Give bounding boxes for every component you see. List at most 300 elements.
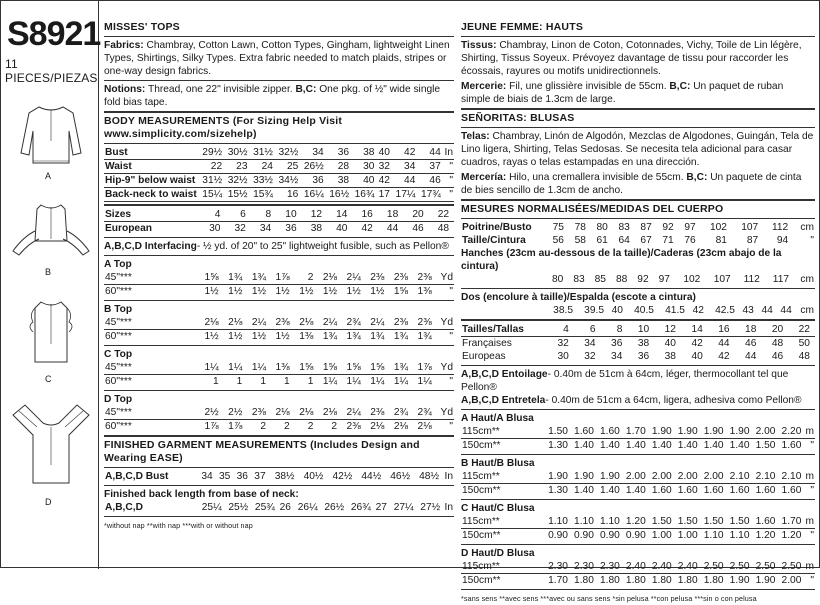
table-cell: 107 — [741, 222, 759, 233]
table-cell: 36 — [236, 471, 248, 482]
metric-yardage-table — [461, 560, 815, 587]
dos-row — [461, 304, 815, 317]
row-label: 60"*** — [105, 376, 132, 387]
table-cell: 1.40 — [703, 440, 724, 451]
table-cell: 1⅝ — [291, 361, 315, 375]
table-cell: 2.30 — [543, 560, 569, 574]
table-cell: 1.20 — [621, 515, 647, 529]
row-label: Sizes — [104, 208, 196, 222]
back-length-row — [104, 501, 454, 514]
table-cell: 2⅛ — [393, 421, 409, 432]
view-label-d: D — [45, 497, 52, 507]
table-cell: 30 — [209, 223, 221, 234]
table-cell: 2¼ — [362, 316, 386, 330]
table-cell: 2¼ — [314, 316, 338, 330]
table-cell: 1½ — [251, 331, 267, 342]
table-cell: 1¾ — [417, 331, 432, 342]
yardage-row — [104, 375, 454, 389]
table-cell: 97 — [684, 222, 696, 233]
table-cell: 32 — [557, 338, 569, 349]
table-cell: 1.40 — [677, 440, 698, 451]
yardage-table — [104, 271, 454, 298]
european-sizes-row — [104, 222, 454, 236]
table-cell: 1.80 — [651, 575, 672, 586]
table-cell: 15½ — [223, 188, 248, 202]
left-column — [1, 1, 99, 569]
unit-cell: " — [810, 235, 814, 246]
table-cell: 2⅜ — [243, 406, 267, 420]
table-cell: 38 — [637, 338, 650, 349]
table-cell: 1.10 — [703, 530, 724, 541]
table-cell: 36 — [299, 174, 324, 188]
table-cell: 1.80 — [574, 575, 594, 586]
table-cell: 32½ — [274, 146, 299, 160]
table-cell: 1.00 — [651, 530, 672, 541]
yardage-row — [104, 330, 454, 344]
table-cell: 44 — [780, 305, 792, 316]
table-cell: 38 — [310, 223, 323, 234]
table-cell: 1 — [307, 376, 314, 387]
view-label-b: B — [45, 267, 52, 277]
table-cell: 26½ — [324, 502, 345, 513]
view-d-illustration — [9, 401, 93, 511]
unit-cell: " — [449, 286, 453, 297]
sizes-row — [104, 208, 454, 222]
table-cell: 34 — [391, 160, 416, 174]
tailles-row — [461, 323, 815, 337]
table-cell: 46 — [771, 351, 784, 362]
body-measurement-row — [104, 188, 454, 202]
table-cell: 1.70 — [776, 515, 802, 529]
table-cell: 8 — [597, 323, 624, 337]
row-label: 150cm** — [462, 575, 501, 586]
table-cell: 42 — [718, 351, 730, 362]
table-cell: 16¼ — [299, 188, 324, 202]
table-cell: 44 — [391, 174, 416, 188]
unit-cell: m — [802, 515, 815, 529]
table-cell: 2⅜ — [362, 406, 386, 420]
table-cell: 26¾ — [350, 502, 371, 513]
yardage-view-head: A Top — [104, 259, 132, 270]
table-cell: 2¼ — [338, 271, 362, 285]
table-cell: 38.5 — [553, 305, 573, 316]
table-cell: 1½ — [204, 331, 219, 342]
table-cell: 26½ — [299, 160, 324, 174]
table-cell: 44 — [745, 351, 757, 362]
table-cell: 2¼ — [338, 406, 362, 420]
table-cell: 1.70 — [548, 575, 568, 586]
table-cell: 17¾ — [416, 188, 441, 202]
table-cell: 30½ — [223, 146, 248, 160]
table-cell: 6 — [221, 208, 246, 222]
table-cell: 34 — [299, 146, 324, 160]
table-cell: 1½ — [370, 286, 385, 297]
row-label: 150cm** — [462, 530, 501, 541]
row-label: Europeas — [462, 351, 506, 362]
english-title: MISSES' TOPS — [104, 21, 180, 33]
table-cell: 1.80 — [599, 575, 620, 586]
view-label-c: C — [45, 374, 52, 384]
table-cell: 1.90 — [543, 470, 569, 484]
table-cell: 94 — [776, 235, 789, 246]
table-cell: 1⅞ — [204, 421, 219, 432]
table-cell: 76 — [684, 235, 696, 246]
table-cell: 44 — [718, 338, 730, 349]
unit-cell: " — [442, 160, 454, 174]
table-cell: 2⅛ — [417, 421, 432, 432]
table-cell: 4 — [543, 323, 570, 337]
table-cell: 1¼ — [196, 361, 220, 375]
table-cell: 18 — [731, 323, 758, 337]
table-cell: 1.40 — [574, 440, 594, 451]
table-cell: 97 — [658, 274, 670, 285]
table-cell: 2.00 — [621, 470, 647, 484]
unit-cell: cm — [800, 305, 814, 316]
table-cell: 40 — [375, 146, 391, 160]
table-cell: 42 — [375, 174, 391, 188]
unit-cell: In — [442, 146, 454, 160]
metric-yardage-row — [461, 574, 815, 588]
table-cell: 16 — [274, 188, 299, 202]
metric-body-table — [461, 221, 815, 247]
unit-cell: m — [802, 560, 815, 574]
table-cell: 34½ — [274, 174, 299, 188]
row-label: Hip-9" below waist — [104, 174, 198, 188]
table-cell: 2.30 — [569, 560, 595, 574]
table-cell: 2¼ — [243, 316, 267, 330]
table-cell: 67 — [640, 235, 652, 246]
table-cell: 40 — [664, 338, 676, 349]
table-cell: 112 — [771, 222, 789, 233]
table-cell: 40 — [336, 223, 348, 234]
table-cell: 2.00 — [751, 425, 777, 439]
metric-sizes-table — [461, 323, 815, 363]
table-cell: 61 — [596, 235, 608, 246]
table-cell: 1.40 — [625, 485, 646, 496]
table-cell: 32 — [375, 160, 391, 174]
table-cell: 16 — [348, 208, 373, 222]
table-cell: 1.90 — [755, 575, 776, 586]
table-cell: 83 — [618, 222, 630, 233]
metric-yardage-row — [461, 529, 815, 543]
table-cell: 23 — [223, 160, 248, 174]
table-cell: 1¼ — [322, 376, 338, 387]
table-cell: 88 — [615, 274, 628, 285]
table-cell: 26 — [279, 502, 291, 513]
table-cell: 0.90 — [574, 530, 594, 541]
table-cell: 1.60 — [569, 425, 595, 439]
row-label: 60"*** — [105, 421, 132, 432]
unit-cell: cm — [800, 274, 814, 285]
table-cell: 1⅞ — [228, 421, 243, 432]
table-cell: 2.00 — [699, 470, 725, 484]
unit-cell: " — [810, 575, 814, 586]
yardage-view-head: B Top — [104, 304, 133, 315]
yardage-row — [104, 271, 454, 285]
unit-cell: cm — [800, 222, 814, 233]
table-cell: 48 — [771, 338, 784, 349]
table-cell: 1.60 — [755, 485, 776, 496]
metric-yardage-row — [461, 470, 815, 484]
table-cell: 50 — [798, 338, 810, 349]
table-cell: 2¾ — [338, 316, 362, 330]
yardage-row — [104, 420, 454, 434]
row-label: A,B,C,D — [105, 502, 143, 513]
table-cell: 71 — [662, 235, 674, 246]
table-cell: 1½ — [322, 286, 338, 297]
table-cell: 2.50 — [776, 560, 802, 574]
table-cell: 42 — [391, 146, 416, 160]
table-cell: 20 — [757, 323, 784, 337]
table-cell: 1¼ — [346, 376, 361, 387]
unit-cell: In — [444, 471, 453, 482]
table-cell: 117 — [772, 274, 790, 285]
table-cell: 25¾ — [254, 502, 275, 513]
merceria-paragraph: Mercería: Hilo, una cremallera invisible de 55cm. B,C: Un paquete de cinta de bies sencillo de 1.3cm de ancho. — [461, 172, 802, 196]
table-cell: 1.90 — [699, 425, 725, 439]
table-cell: 41.5 — [665, 305, 685, 316]
table-cell: 2.00 — [673, 470, 699, 484]
body-measurements-head: BODY MEASUREMENTS (For Sizing Help Visit www.simplicity.com/sizehelp) — [104, 115, 343, 140]
unit-cell — [450, 222, 454, 236]
row-label: 115cm** — [461, 470, 543, 484]
hanches-table — [461, 273, 815, 286]
row-label: 45"*** — [104, 316, 196, 330]
table-cell: 1.20 — [781, 530, 802, 541]
table-cell: 1⅜ — [299, 331, 314, 342]
sizes-table — [104, 208, 454, 235]
table-cell: 17¼ — [391, 188, 416, 202]
finished-measurements-head: FINISHED GARMENT MEASUREMENTS (Includes Design and Wearing EASE) — [104, 439, 420, 464]
table-cell: 27 — [375, 502, 387, 513]
table-cell: 1.30 — [548, 485, 568, 496]
table-cell: 38 — [325, 174, 350, 188]
table-cell: 2.50 — [751, 560, 777, 574]
table-cell: 39.5 — [584, 305, 604, 316]
table-cell: 2 — [307, 421, 314, 432]
entoilage-line: A,B,C,D Entoilage- 0.40m de 51cm à 64cm, léger, thermocollant tel que Pellon® — [461, 369, 789, 393]
table-cell: 42.5 — [715, 305, 735, 316]
table-cell: 1.90 — [729, 575, 750, 586]
table-cell: 2⅛ — [291, 316, 315, 330]
table-cell: 1¼ — [370, 376, 385, 387]
table-cell: 1⅜ — [417, 286, 432, 297]
unit-cell: " — [810, 440, 814, 451]
table-cell: 2.40 — [647, 560, 673, 574]
metric-yardage-row — [461, 425, 815, 439]
table-cell: 24 — [249, 160, 274, 174]
metric-head: MESURES NORMALISÉES/MEDIDAS DEL CUERPO — [461, 203, 724, 215]
table-cell: 46 — [745, 338, 757, 349]
table-cell: 2⅛ — [267, 406, 291, 420]
row-label: 60"*** — [105, 331, 132, 342]
table-cell: 2 — [260, 421, 267, 432]
table-cell: 1⅝ — [393, 286, 409, 297]
english-yardage — [104, 258, 454, 433]
table-cell: 8 — [247, 208, 272, 222]
yardage-table — [104, 361, 454, 388]
table-cell: 56 — [552, 235, 564, 246]
table-cell: 42 — [691, 338, 703, 349]
metric-yardage-row — [461, 560, 815, 574]
row-label: Poitrine/Busto — [462, 222, 532, 233]
table-cell: 42 — [361, 223, 373, 234]
table-cell: 1.60 — [677, 485, 698, 496]
table-cell: 1.50 — [647, 515, 673, 529]
table-cell: 1.80 — [677, 575, 698, 586]
table-cell: 1.00 — [677, 530, 698, 541]
unit-cell: " — [810, 485, 814, 496]
row-label: Françaises — [462, 338, 512, 349]
metric-yardage-table — [461, 470, 815, 497]
table-cell: 2.40 — [673, 560, 699, 574]
unit-cell — [811, 323, 815, 337]
table-cell: 37 — [416, 160, 441, 174]
table-cell: 83 — [573, 274, 585, 285]
table-cell: 40½ — [303, 471, 324, 482]
table-cell: 2¾ — [409, 406, 433, 420]
yardage-row — [104, 316, 454, 330]
row-label: 115cm** — [461, 425, 543, 439]
table-cell: 10 — [623, 323, 650, 337]
table-cell: 32½ — [223, 174, 248, 188]
yardage-row — [104, 406, 454, 420]
yardage-row — [104, 361, 454, 375]
table-cell: 2¾ — [385, 406, 409, 420]
tissus-paragraph: Tissus: Chambray, Linon de Coton, Cotonnades, Vichy, Toile de Lin légère, Shirting, Tissus Soyeux. Prévoyez davantage de tissu pour raccorder les écossais, rayures ou motifs unidirectionnels. — [461, 40, 802, 77]
table-cell: 1¾ — [385, 361, 409, 375]
table-cell: 32 — [584, 351, 596, 362]
table-cell: 36 — [325, 146, 350, 160]
table-cell: 92 — [662, 222, 674, 233]
unit-cell: Yd — [433, 271, 454, 285]
table-cell: 1.50 — [673, 515, 699, 529]
table-cell: 75 — [552, 222, 564, 233]
table-cell: 44 — [416, 146, 441, 160]
table-cell: 1.80 — [703, 575, 724, 586]
table-cell: 27½ — [420, 502, 441, 513]
table-cell: 1¼ — [220, 361, 244, 375]
table-cell: 1⅝ — [196, 271, 220, 285]
unit-cell: In — [444, 502, 453, 513]
francaises-row — [461, 337, 815, 351]
table-cell: 2⅜ — [385, 271, 409, 285]
table-cell: 40.5 — [634, 305, 654, 316]
table-cell: 1¾ — [322, 331, 338, 342]
fabrics-paragraph: Fabrics: Chambray, Cotton Lawn, Cotton Types, Gingham, lightweight Linen Types, Shirtings, Silky Types. Extra fabric needed to match plaids, stripes or one-way design fabrics. — [104, 40, 450, 77]
table-cell: 0.90 — [625, 530, 646, 541]
entretela-line: A,B,C,D Entretela- 0.40m de 51cm a 64cm, ligera, adhesiva como Pellon® — [461, 395, 802, 406]
table-cell: 10 — [272, 208, 297, 222]
table-cell: 2⅜ — [409, 316, 433, 330]
table-cell: 78 — [574, 222, 586, 233]
table-cell: 40 — [350, 174, 375, 188]
row-label — [461, 273, 543, 286]
table-cell: 20 — [399, 208, 424, 222]
unit-cell: " — [449, 376, 453, 387]
table-cell: 25 — [274, 160, 299, 174]
notions-paragraph: Notions: Thread, one 22" invisible zipper. B,C: One pkg. of ½" wide single fold bias tape. — [104, 84, 441, 108]
telas-paragraph: Telas: Chambray, Linón de Algodón, Mezclas de Algodones, Guingán, Tela de Lino ligera, Shirting, Telas Sedosas. Se necesita tela adicional para casar cuadros, rayas o telas estampadas en una dirección. — [461, 131, 814, 168]
table-cell: 2⅛ — [314, 271, 338, 285]
table-cell: 30 — [557, 351, 569, 362]
table-cell: 6 — [570, 323, 597, 337]
table-cell: 48 — [437, 223, 450, 234]
table-cell: 44½ — [361, 471, 382, 482]
top-a-sketch-icon — [9, 101, 93, 171]
unit-cell: " — [442, 174, 454, 188]
table-cell: 28 — [325, 160, 350, 174]
table-cell: 80 — [596, 222, 608, 233]
table-cell: 0.90 — [548, 530, 568, 541]
table-cell: 1½ — [275, 331, 290, 342]
table-cell: 34 — [611, 351, 623, 362]
table-cell: 1¼ — [243, 361, 267, 375]
table-cell: 1.40 — [574, 485, 594, 496]
dos-label: Dos (encolure à taille)/Espalda (escote a cintura) — [461, 292, 696, 303]
metric-yardage-row — [461, 439, 815, 453]
table-cell: 48½ — [419, 471, 439, 482]
table-cell: 1⅝ — [314, 361, 338, 375]
table-cell: 34 — [584, 338, 596, 349]
table-cell: 0.90 — [599, 530, 620, 541]
table-cell: 38 — [350, 146, 375, 160]
spanish-title: SEÑORITAS: BLUSAS — [461, 112, 575, 124]
row-label: Bust — [104, 146, 198, 160]
table-cell: 1.60 — [751, 515, 777, 529]
table-cell: 1 — [236, 376, 243, 387]
table-cell: 1.90 — [647, 425, 673, 439]
table-cell: 1.60 — [703, 485, 724, 496]
table-cell: 48 — [798, 351, 810, 362]
metric-footnote: *sans sens **avec sens ***avec ou sans sens *sin pelusa **con pelusa ***sin o con pelusa — [461, 594, 757, 603]
table-cell: 40 — [691, 351, 703, 362]
table-cell: 16½ — [325, 188, 350, 202]
table-cell: 87 — [746, 235, 759, 246]
row-label: Taille/Cintura — [462, 235, 526, 246]
table-cell: 1.60 — [781, 485, 802, 496]
table-cell: 1.40 — [729, 440, 750, 451]
table-cell: 16¾ — [350, 188, 375, 202]
table-cell: 80 — [551, 274, 564, 285]
view-c-illustration — [9, 296, 93, 386]
table-cell: 2.40 — [621, 560, 647, 574]
table-cell: 25¼ — [201, 502, 222, 513]
table-cell: 33½ — [249, 174, 274, 188]
row-label: 115cm** — [461, 515, 543, 529]
table-cell: 34 — [259, 223, 272, 234]
table-cell: 1¼ — [393, 376, 409, 387]
unit-cell — [450, 208, 454, 222]
table-cell: 16 — [704, 323, 731, 337]
table-cell: 1½ — [228, 286, 243, 297]
table-cell: 2½ — [196, 406, 220, 420]
unit-cell: Yd — [433, 316, 454, 330]
row-label: Waist — [104, 160, 198, 174]
table-cell: 92 — [637, 274, 649, 285]
table-cell: 1¾ — [370, 331, 385, 342]
table-cell: 34 — [201, 471, 213, 482]
mercerie-paragraph: Mercerie: Fil, une glissière invisible de 55cm. B,C: Un paquet de ruban simple de biais de 1.3cm de large. — [461, 81, 784, 105]
table-cell: 1.10 — [543, 515, 569, 529]
body-measurement-row — [104, 146, 454, 160]
table-cell: 1.50 — [543, 425, 569, 439]
table-cell: 2 — [284, 421, 290, 432]
table-cell: 58 — [574, 235, 586, 246]
finished-bust-row — [104, 470, 454, 483]
row-label: 60"*** — [105, 286, 132, 297]
metric-yardage — [461, 412, 815, 587]
